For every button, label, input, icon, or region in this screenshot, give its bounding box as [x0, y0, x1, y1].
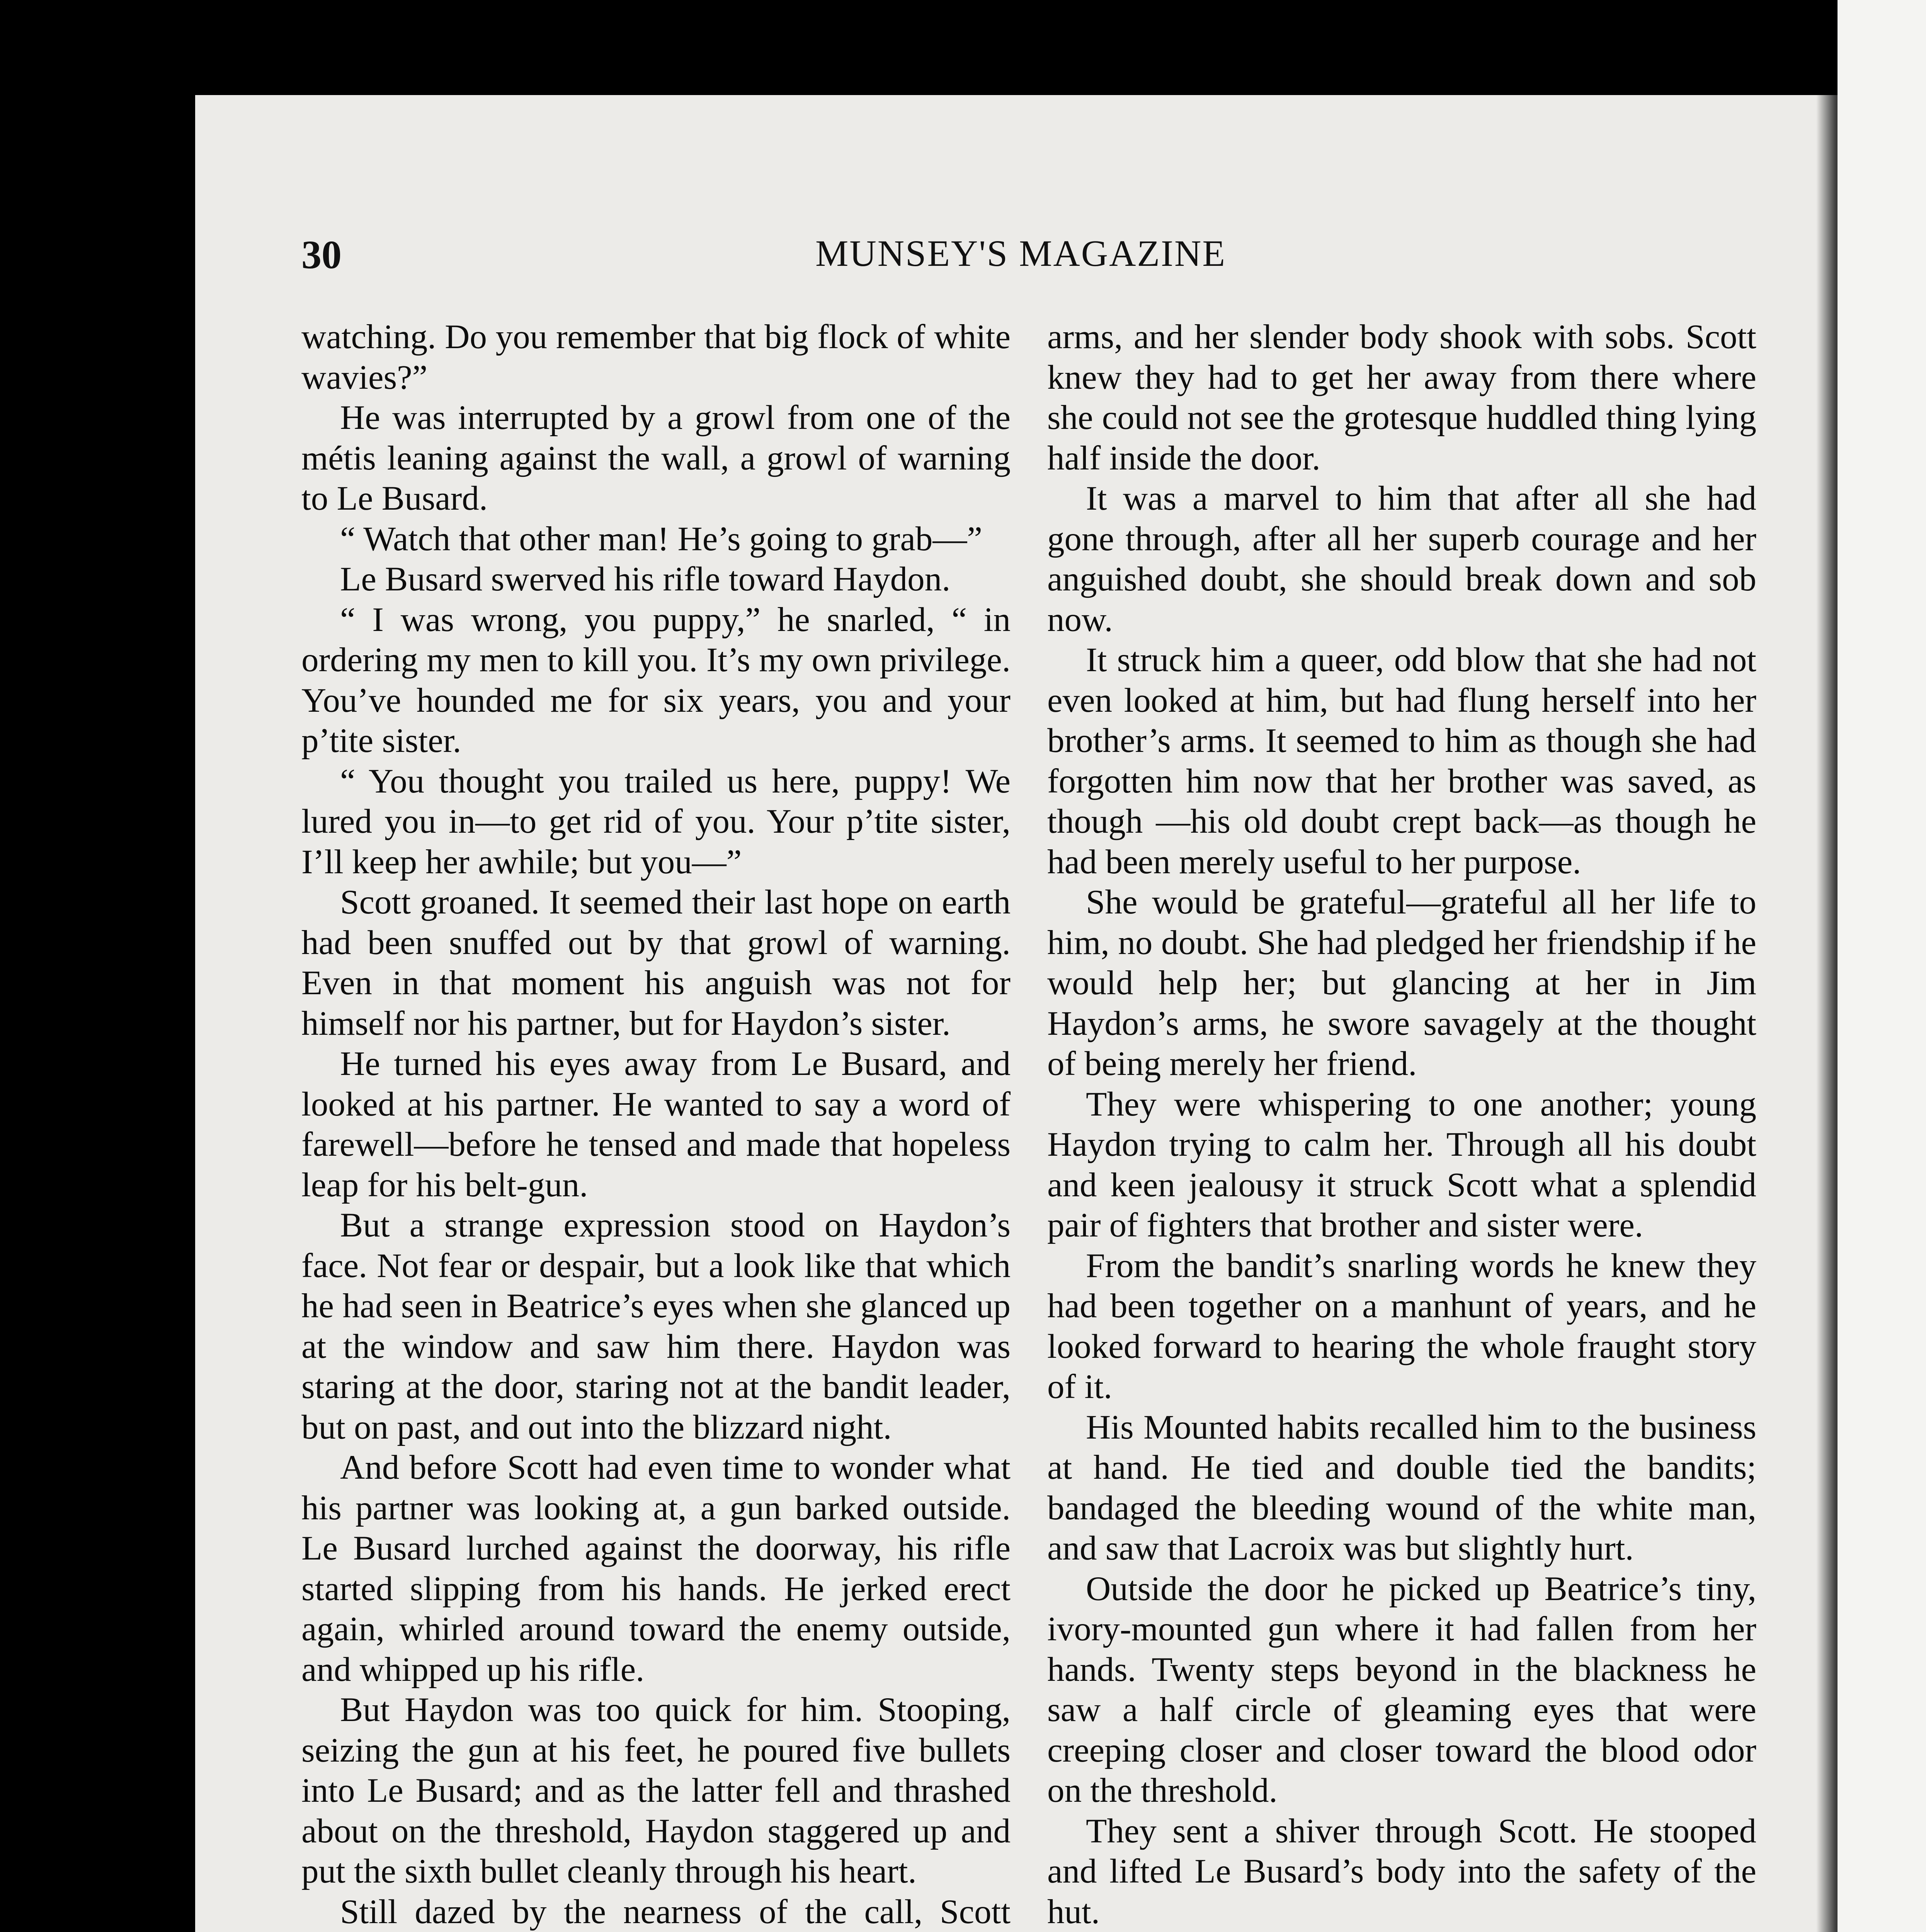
- page-number: 30: [301, 233, 342, 277]
- page-header: [301, 232, 1770, 282]
- left-text-column: [301, 317, 1011, 1932]
- paragraph: watching. Do you remember that big flock of white wavies?”: [301, 318, 1011, 396]
- paragraph: Still dazed by the nearness of the call, Scott: [340, 1893, 1011, 1931]
- paragraph: They sent a shiver through Scott. He stooped and lifted Le Busard’s body into the safety of the hut.: [1047, 1812, 1756, 1931]
- right-text-column: [1047, 317, 1756, 1932]
- paragraph: He turned his eyes away from Le Busard, and looked at his partner. He wanted to say a word of farewell—before he tensed and made that hopeless leap for his belt-gun.: [301, 1045, 1011, 1204]
- paragraph: He was interrupted by a growl from one of the métis leaning against the wall, a growl of warning to Le Busard.: [301, 399, 1011, 517]
- paragraph: But Haydon was too quick for him. Stooping, seizing the gun at his feet, he poured five bullets into Le Busard; and as the latter fell and thrashed about on the threshold, Haydon staggered up and put the sixth bullet cleanly through his heart.: [301, 1691, 1011, 1890]
- paragraph: Le Busard swerved his rifle toward Haydon.: [340, 560, 951, 598]
- paragraph: “ Watch that other man! He’s going to grab—”: [340, 520, 982, 558]
- paragraph: They were whispering to one another; young Haydon trying to calm her. Through all his doubt and keen jealousy it struck Scott what a splendid pair of fighters that brother and sister were.: [1047, 1085, 1756, 1244]
- paragraph: His Mounted habits recalled him to the business at hand. He tied and double tied the bandits; bandaged the bleeding wound of the white man, and saw that Lacroix was but slightly hurt.: [1047, 1408, 1756, 1567]
- paragraph: “ You thought you trailed us here, puppy! We lured you in—to get rid of you. Your p’tite sister, I’ll keep her awhile; but you—”: [301, 762, 1011, 881]
- paragraph: And before Scott had even time to wonder what his partner was looking at, a gun barked outside. Le Busard lurched against the doorway, his rifle started slipping from his hands. He jerked erect again, whirled around toward the enemy outside, and whipped up his rifle.: [301, 1449, 1011, 1689]
- facing-page-edge: [1838, 0, 1926, 1932]
- paragraph: “ I was wrong, you puppy,” he snarled, “ in ordering my men to kill you. It’s my own privilege. You’ve hounded me for six years, you and your p’tite sister.: [301, 600, 1011, 760]
- paragraph: From the bandit’s snarling words he knew they had been together on a manhunt of years, and he looked forward to hearing the whole fraught story of it.: [1047, 1247, 1756, 1406]
- paragraph: Scott groaned. It seemed their last hope on earth had been snuffed out by that growl of warning. Even in that moment his anguish was not for himself nor his partner, but for Haydon’s sister.: [301, 883, 1011, 1043]
- paragraph: It was a marvel to him that after all she had gone through, after all her superb courage and her anguished doubt, she should break down and sob now.: [1047, 480, 1756, 639]
- paragraph: She would be grateful—grateful all her life to him, no doubt. She had pledged her friendship if he would help her; but glancing at her in Jim Haydon’s arms, he swore savagely at the thought of being merely her friend.: [1047, 883, 1756, 1083]
- running-head: MUNSEY'S MAGAZINE: [815, 233, 1226, 274]
- paragraph: Outside the door he picked up Beatrice’s tiny, ivory-mounted gun where it had fallen from her hands. Twenty steps beyond in the blackness he saw a half circle of gleaming eyes that were creeping closer and closer toward the blood odor on the threshold.: [1047, 1570, 1756, 1810]
- paragraph: arms, and her slender body shook with sobs. Scott knew they had to get her away from there where she could not see the grotesque huddled thing lying half inside the door.: [1047, 318, 1756, 477]
- paragraph: But a strange expression stood on Haydon’s face. Not fear or despair, but a look like that which he had seen in Beatrice’s eyes when she glanced up at the window and saw him there. Haydon was staring at the door, staring not at the bandit leader, but on past, and out into the blizzard night.: [301, 1206, 1011, 1446]
- paragraph: It struck him a queer, odd blow that she had not even looked at him, but had flung herself into her brother’s arms. It seemed to him as though she had forgotten him now that her brother was saved, as though —his old doubt crept back—as though he had been merely useful to her purpose.: [1047, 641, 1756, 881]
